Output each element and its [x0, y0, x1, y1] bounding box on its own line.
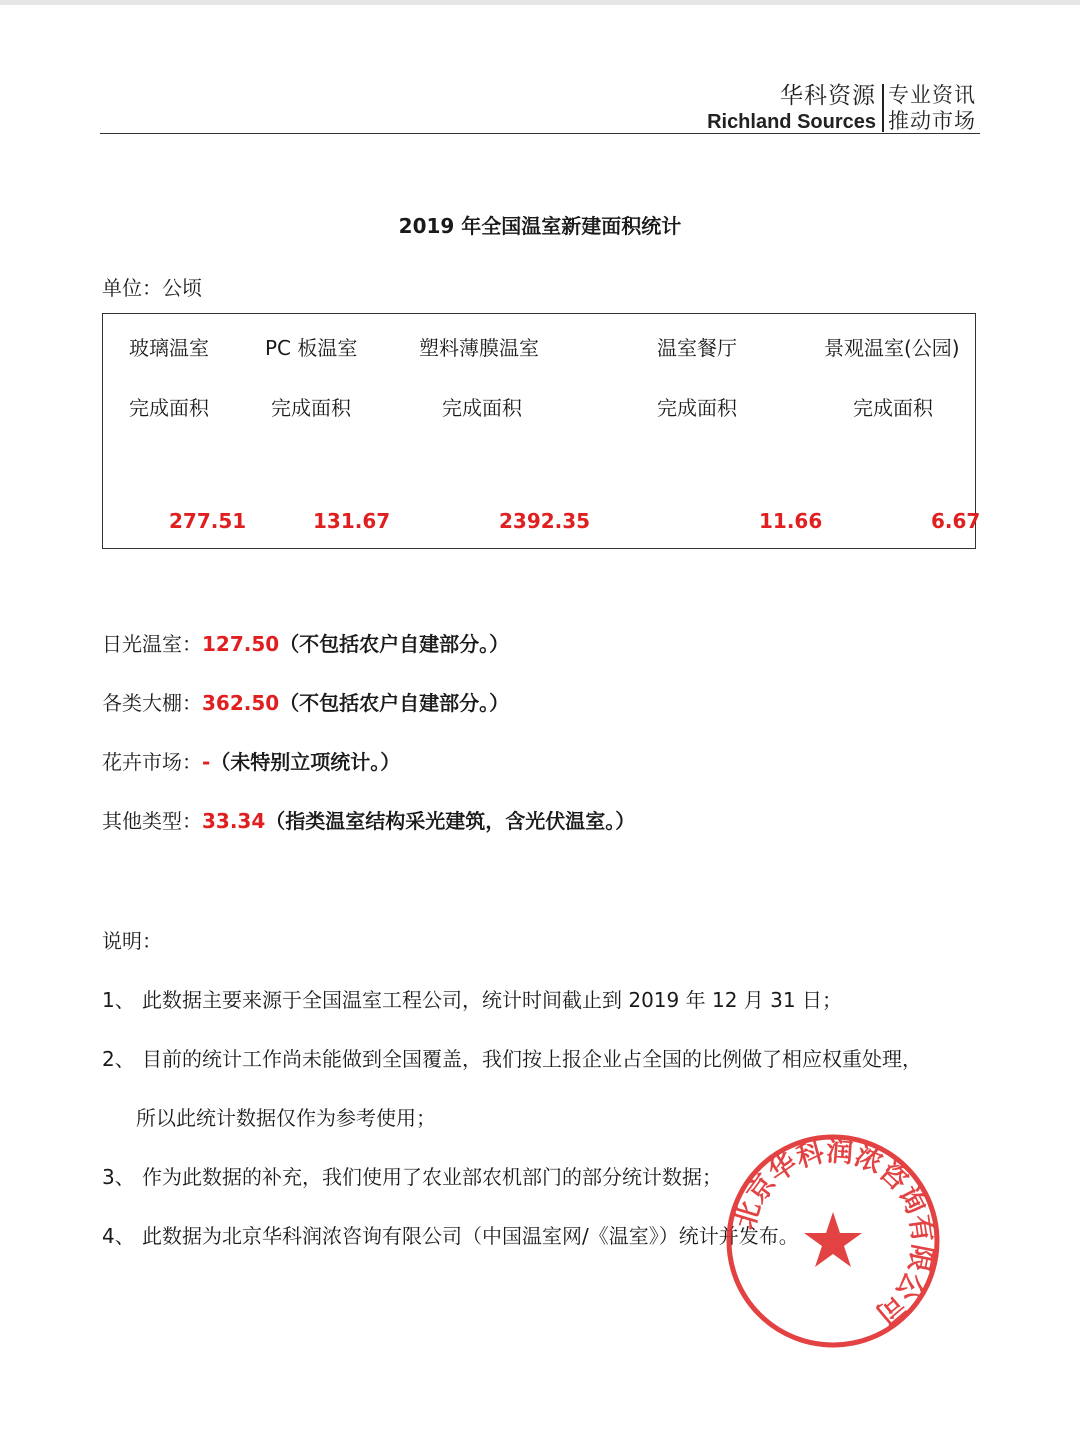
- col-name-restaurant: 温室餐厅: [657, 336, 737, 360]
- brand-slogan: [884, 82, 976, 134]
- note-1-text: 此数据主要来源于全国温室工程公司，统计时间截止到 2019 年 12 月 31 日；: [142, 988, 842, 1012]
- item-label: 花卉市场：: [102, 750, 202, 774]
- header-rule: [100, 133, 980, 134]
- col-name-landscape: 景观温室(公园): [824, 336, 960, 360]
- note-3-number: 3、: [102, 1165, 135, 1189]
- item-value: 127.50: [202, 632, 280, 656]
- note-2-continued: 所以此统计数据仅作为参考使用；: [136, 1106, 436, 1130]
- value-film: 2392.35: [499, 509, 591, 533]
- item-label: 各类大棚：: [102, 691, 202, 715]
- col-name-glass: 玻璃温室: [129, 336, 209, 360]
- item-sheds: [102, 687, 509, 716]
- col-sub-film: 完成面积: [442, 396, 522, 420]
- item-value: -: [202, 750, 211, 774]
- note-4-number: 4、: [102, 1224, 135, 1248]
- item-note: （指类温室结构采光建筑，含光伏温室。）: [265, 809, 636, 833]
- note-2-number: 2、: [102, 1047, 135, 1071]
- value-glass: 277.51: [169, 509, 247, 533]
- note-4-text: 此数据为北京华科润浓咨询有限公司（中国温室网/《温室》）统计并发布。: [142, 1224, 799, 1248]
- item-note: （未特别立项统计。）: [210, 750, 401, 774]
- col-sub-restaurant: 完成面积: [657, 396, 737, 420]
- item-value: 33.34: [202, 809, 266, 833]
- item-label: 日光温室：: [102, 632, 202, 656]
- brand-en-name: Richland Sources: [707, 111, 876, 133]
- top-strip: [0, 0, 1080, 5]
- brand-block: [707, 82, 976, 134]
- document-title: 2019 年全国温室新建面积统计: [398, 214, 682, 238]
- slogan-top: 专业资讯: [888, 83, 976, 107]
- value-landscape: 6.67: [931, 509, 981, 533]
- value-pc: 131.67: [313, 509, 391, 533]
- col-name-film: 塑料薄膜温室: [419, 336, 539, 360]
- col-sub-landscape: 完成面积: [853, 396, 933, 420]
- col-name-pc: PC 板温室: [265, 336, 358, 360]
- slogan-bottom: 推动市场: [888, 109, 976, 133]
- notes-heading: 说明：: [102, 929, 162, 953]
- stats-table: [102, 313, 981, 549]
- note-2-text: 目前的统计工作尚未能做到全国覆盖，我们按上报企业占全国的比例做了相应权重处理，: [142, 1047, 922, 1071]
- item-note: （不包括农户自建部分。）: [279, 691, 510, 715]
- note-3-text: 作为此数据的补充，我们使用了农业部农机部门的部分统计数据；: [142, 1165, 722, 1189]
- note-1-number: 1、: [102, 988, 135, 1012]
- company-seal: [722, 1130, 944, 1352]
- item-flower-market: [102, 746, 400, 775]
- seal-star-icon: [804, 1212, 862, 1267]
- value-restaurant: 11.66: [759, 509, 823, 533]
- item-value: 362.50: [202, 691, 280, 715]
- col-sub-pc: 完成面积: [271, 396, 351, 420]
- item-note: （不包括农户自建部分。）: [279, 632, 510, 656]
- brand-cn-name: 华科资源: [780, 83, 876, 109]
- brand-name: [707, 82, 882, 134]
- col-sub-glass: 完成面积: [129, 396, 209, 420]
- unit-label: 单位：公顷: [102, 276, 202, 300]
- seal-text-path: 北京华科润浓咨询有限公司: [729, 1136, 938, 1330]
- item-other-types: [102, 805, 635, 834]
- item-label: 其他类型：: [102, 809, 202, 833]
- item-solar-greenhouse: [102, 628, 509, 657]
